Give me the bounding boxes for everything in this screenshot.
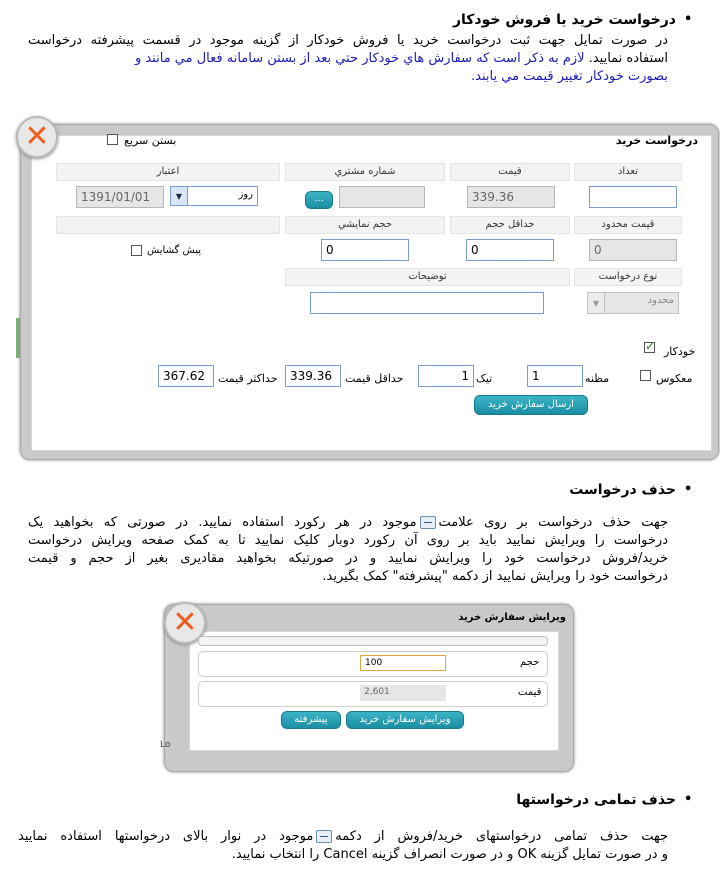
para-text: استفاده نماييد. (588, 51, 668, 66)
limited-price-input: 0 (589, 239, 677, 261)
auto-checkbox[interactable] (644, 342, 655, 353)
para-note-text: لازم به ذکر است که سفارش هاي خودکار حتي بعد از بستن سامانه فعال مي مانند و (134, 51, 589, 66)
para-line: و در صورت تمايل گزينه OK و در صورت انصراف گزينه Cancel را انتخاب نماييد. (231, 847, 668, 862)
header-customer-number: شماره مشتري (285, 163, 445, 181)
para-line (18, 828, 668, 846)
customer-number-input (339, 186, 425, 208)
header-limited-price: قيمت محدود (574, 216, 682, 234)
price-display: 2,601 (360, 685, 446, 701)
max-price-input[interactable]: 367.62 (158, 365, 214, 387)
para-line: درخواست را ويرايش نماييد بايد بر روى آن رکورد دوبار کليک نماييد تا به کمک صفحه ويرايش درخواست (28, 533, 668, 548)
dialog-title: ويرايش سفارش خريد (458, 612, 566, 623)
section3-paragraph (18, 828, 668, 864)
preopen-checkbox[interactable] (131, 245, 142, 256)
reverse-label: معکوس (656, 372, 693, 385)
side-text: Lo (160, 740, 171, 750)
volume-input[interactable]: 100 (360, 655, 446, 671)
section-title-delete-request: حذف درخواست (569, 482, 676, 498)
description-input[interactable] (310, 292, 544, 314)
price-input: 339.36 (467, 186, 555, 208)
bullet: • (684, 482, 693, 497)
step-input[interactable]: 1 (527, 365, 583, 387)
para-note-text: بصورت خودکار تغيير قيمت مي يابند. (471, 69, 668, 84)
step-label: مظنه (585, 372, 610, 385)
para-line: در صورت تمايل جهت ثبت درخواست خريد يا فروش خودکار از گزينه موجود در قسمت پيشرفته درخواست (28, 33, 668, 48)
section-title-auto-order: درخواست خريد يا فروش خودکار (452, 12, 676, 28)
validity-unit-select[interactable] (170, 186, 258, 206)
chevron-down-icon: ▼ (171, 187, 188, 205)
para-text: جهت حذف تمامى درخواستهاى خريد/فروش از دکمه (335, 829, 668, 844)
send-buy-order-button[interactable]: ارسال سفارش خريد (474, 395, 588, 415)
customer-lookup-button[interactable]: ... (305, 191, 333, 209)
min-price-input[interactable]: 339.36 (285, 365, 341, 387)
header-price: قيمت (450, 163, 570, 181)
min-price-label: حداقل قيمت (345, 372, 404, 385)
display-volume-input[interactable]: 0 (321, 239, 409, 261)
header-count: تعداد (574, 163, 682, 181)
tick-label: تيک (476, 372, 493, 385)
price-label: قيمت (518, 687, 542, 698)
request-type-select (587, 292, 679, 314)
reverse-checkbox[interactable] (640, 370, 651, 381)
section-title-delete-all: حذف تمامى درخواستها (516, 792, 676, 808)
header-min-volume: حداقل حجم (450, 216, 570, 234)
validity-date-input: 1391/01/01 (76, 186, 164, 208)
max-price-label: حداکثر قيمت (218, 372, 278, 385)
para-text: موجود در نوار بالاى درخواستها استفاده نماييد (18, 829, 314, 844)
para-line (28, 50, 668, 68)
header-validity: اعتبار (56, 163, 280, 181)
dialog-title: درخواست خريد (615, 134, 698, 147)
section2-paragraph (28, 514, 668, 586)
progress-bar (198, 636, 548, 646)
minus-icon (420, 516, 436, 529)
edit-buy-order-button[interactable]: ويرايش سفارش خريد (346, 711, 464, 729)
header-blank (56, 216, 280, 234)
para-text: جهت حذف درخواست بر روى علامت (438, 515, 668, 530)
header-request-type: نوع درخواست (574, 268, 682, 286)
count-input[interactable] (589, 186, 677, 208)
tick-input[interactable]: 1 (418, 365, 474, 387)
close-icon[interactable]: ✕ (164, 602, 206, 644)
para-line: خريد/فروش درخواست خود را ويرايش نماييد و در صورتيکه بخواهيد مقاديرى بغير از حجم و قيمت (28, 551, 668, 566)
preopen-label: پيش گشايش (147, 245, 201, 256)
bullet: • (684, 792, 693, 807)
quick-close-label: بستن سريع (124, 134, 177, 147)
para-line (28, 514, 668, 532)
header-display-volume: حجم نمايشي (285, 216, 445, 234)
auto-label: خودکار (664, 345, 696, 358)
volume-label: حجم (520, 657, 540, 668)
minus-icon (316, 830, 332, 843)
request-type-value: محدود (647, 295, 674, 306)
para-text: موجود در هر رکورد استفاده نماييد. در صورتى که بخواهيد يک (28, 515, 417, 530)
close-icon[interactable]: ✕ (16, 116, 58, 158)
chevron-down-icon: ▼ (588, 293, 605, 313)
advanced-button[interactable]: پيشرفته (281, 711, 341, 729)
quick-close-checkbox[interactable] (107, 134, 118, 145)
para-line: درخواست خود را ويرايش نماييد از دکمه "پيشرفته" کمک بگيريد. (322, 569, 668, 584)
min-volume-input[interactable]: 0 (466, 239, 554, 261)
section1-paragraph (28, 32, 668, 86)
bullet: • (684, 12, 693, 27)
validity-unit-value: روز (238, 189, 253, 200)
header-description: توضيحات (285, 268, 570, 286)
